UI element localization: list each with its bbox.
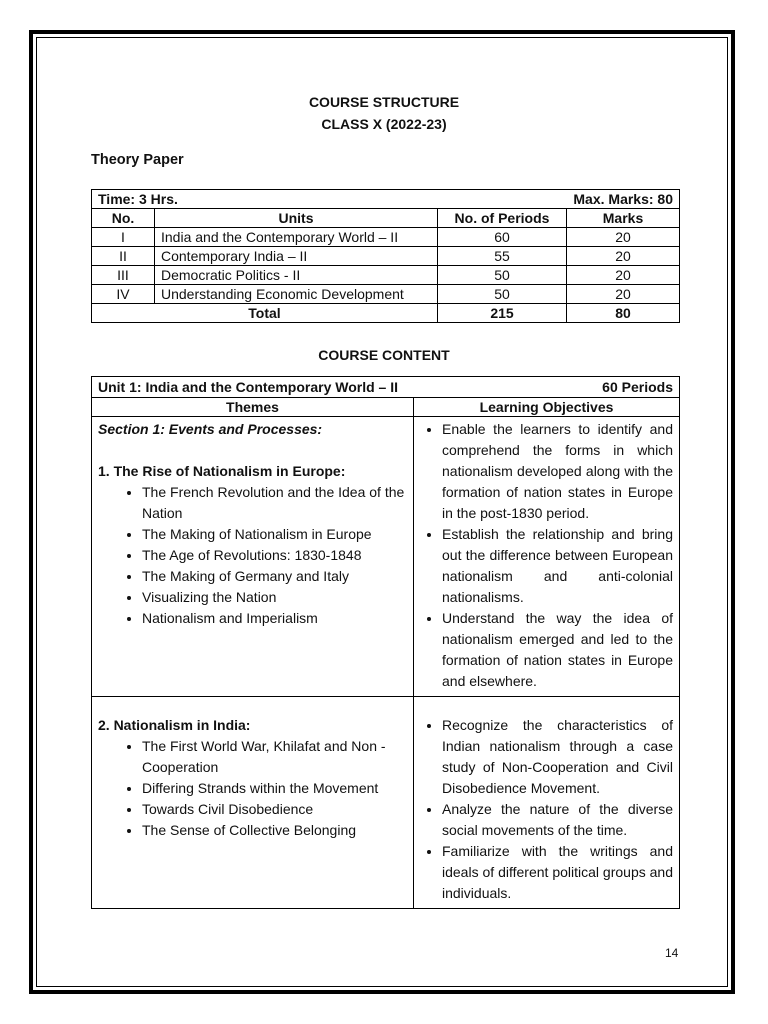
table-total-row: [92, 304, 680, 323]
cell-marks: 20: [567, 285, 680, 304]
document-title: COURSE STRUCTURE: [308, 94, 460, 110]
cell-periods: 50: [438, 266, 567, 285]
list-item: • The Sense of Collective Belonging: [142, 820, 407, 841]
list-item: • Towards Civil Disobedience: [142, 799, 407, 820]
list-item: • Familiarize with the writings and ideals of different political groups and individuals.: [442, 841, 673, 904]
topic-list: [98, 482, 407, 629]
total-label: Total: [92, 304, 438, 323]
list-item: • The Making of Nationalism in Europe: [142, 524, 407, 545]
list-item: • Understand the way the idea of nationalism emerged and led to the formation of nation states in Europe and elsewhere.: [442, 608, 673, 692]
content-row: [92, 697, 680, 909]
column-header: Units: [155, 209, 438, 228]
cell-no: III: [92, 266, 155, 285]
table-row: [92, 285, 680, 304]
time-label: Time: 3 Hrs.: [98, 190, 178, 207]
page-number: 14: [665, 946, 679, 960]
unit-title: Unit 1: India and the Contemporary World – II: [98, 378, 398, 395]
list-item: • The Age of Revolutions: 1830-1848: [142, 545, 407, 566]
content-row: [92, 417, 680, 697]
cell-periods: 55: [438, 247, 567, 266]
cell-no: II: [92, 247, 155, 266]
course-content-table: [91, 376, 680, 909]
cell-marks: 20: [567, 266, 680, 285]
list-item: • Establish the relationship and bring out the difference between European nationalism and anti-colonial nationalisms.: [442, 524, 673, 608]
cell-periods: 60: [438, 228, 567, 247]
total-marks: 80: [567, 304, 680, 323]
column-header: No.: [92, 209, 155, 228]
themes-header: Themes: [92, 398, 414, 417]
topic-list: [98, 736, 407, 841]
cell-unit: Democratic Politics - II: [155, 266, 438, 285]
column-header: Marks: [567, 209, 680, 228]
table-header-row: [92, 209, 680, 228]
cell-no: IV: [92, 285, 155, 304]
list-item: • Nationalism and Imperialism: [142, 608, 407, 629]
cell-unit: Contemporary India – II: [155, 247, 438, 266]
section-heading: Theory Paper: [91, 152, 184, 168]
list-item: • Recognize the characteristics of Indian nationalism through a case study of Non-Cooperation and Civil Disobedience Movement.: [442, 715, 673, 799]
section-label: Section 1: Events and Processes:: [98, 421, 323, 437]
objectives-cell: [414, 417, 680, 697]
cell-periods: 50: [438, 285, 567, 304]
cell-marks: 20: [567, 228, 680, 247]
objectives-header: Learning Objectives: [414, 398, 680, 417]
table-row: [92, 247, 680, 266]
unit-title-row: [92, 377, 680, 398]
column-header: No. of Periods: [438, 209, 567, 228]
list-item: • Analyze the nature of the diverse social movements of the time.: [442, 799, 673, 841]
list-item: • The First World War, Khilafat and Non - Cooperation: [142, 736, 407, 778]
list-item: • The Making of Germany and Italy: [142, 566, 407, 587]
objectives-list: [420, 715, 673, 904]
total-periods: 215: [438, 304, 567, 323]
themes-cell: [92, 697, 414, 909]
cell-no: I: [92, 228, 155, 247]
table-row: [92, 228, 680, 247]
objectives-list: [420, 419, 673, 692]
list-item: • Enable the learners to identify and comprehend the forms in which nationalism developed along with the formation of nation states in Europe in the post-1830 period.: [442, 419, 673, 524]
objectives-cell: [414, 697, 680, 909]
cell-unit: Understanding Economic Development: [155, 285, 438, 304]
list-item: • Visualizing the Nation: [142, 587, 407, 608]
course-content-heading: COURSE CONTENT: [318, 347, 450, 363]
max-marks-label: Max. Marks: 80: [573, 190, 673, 207]
cell-marks: 20: [567, 247, 680, 266]
document-subtitle: CLASS X (2022-23): [321, 116, 447, 132]
themes-cell: [92, 417, 414, 697]
cell-unit: India and the Contemporary World – II: [155, 228, 438, 247]
list-item: • Differing Strands within the Movement: [142, 778, 407, 799]
topic-title: 1. The Rise of Nationalism in Europe:: [98, 463, 346, 479]
unit-periods: 60 Periods: [602, 378, 673, 395]
topic-title: 2. Nationalism in India:: [98, 717, 251, 733]
course-structure-table: [91, 189, 680, 323]
table-row: [92, 266, 680, 285]
list-item: • The French Revolution and the Idea of the Nation: [142, 482, 407, 524]
table-meta-row: [92, 190, 680, 209]
